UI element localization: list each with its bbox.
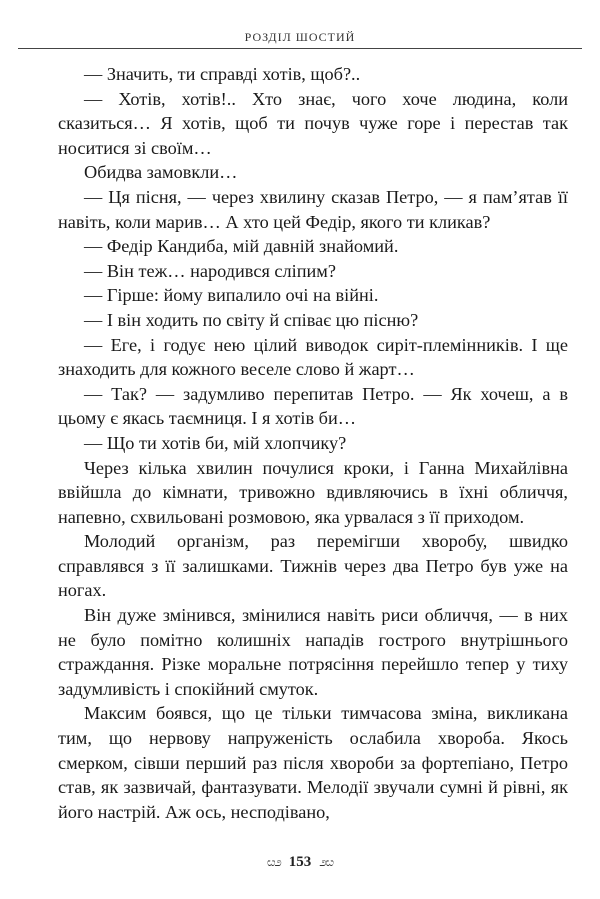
page-footer — [0, 850, 600, 874]
body-text — [58, 62, 568, 824]
page-number: 153 — [288, 853, 312, 870]
header-rule — [18, 48, 582, 49]
ornament-left-icon: ೞ೨ — [266, 854, 281, 870]
paragraph: Через кілька хвилин почулися кроки, і Ганна Михайлівна ввійшла до кімнати, тривожно вдивляючись в їхні обличчя, напевно, схвильовані розмовою, яка урвалася з її приходом. — [58, 457, 568, 527]
paragraph: — Хотів, хотів!.. Хто знає, чого хоче людина, коли сказиться… Я хотів, щоб ти почув чуже горе і перестав так носитися зі своїм… — [58, 88, 568, 158]
paragraph: — І він ходить по світу й співає цю пісню? — [84, 309, 419, 330]
paragraph: — Федір Кандиба, мій давній знайомий. — [84, 236, 399, 257]
running-header — [0, 0, 600, 55]
chapter-title: РОЗДІЛ ШОСТИЙ — [244, 30, 356, 44]
paragraph: — Еге, і годує нею цілий виводок сиріт-племінників. І ще знаходить для кожного веселе слово й жарт… — [58, 334, 568, 380]
paragraph: Максим боявся, що це тільки тимчасова зміна, викликана тим, що нервову напруженість ослабила хвороба. Якось смерком, сівши перший раз після хвороби за фортепіано, Петро став, як зазвичай, фантазувати. Мелодії звучали сумні й рівні, як його настрій. Аж ось, несподівано, — [58, 703, 568, 822]
paragraph: Молодий організм, раз перемігши хворобу, швидко справлявся з її залишками. Тижнів через два Петро був уже на ногах. — [58, 531, 568, 601]
paragraph: Він дуже змінився, змінилися навіть риси обличчя, — в них не було помітно колишніх нападів гострого внутрішнього страждання. Різке моральне потрясіння перейшло тепер у тиху задумливість і спокійний смуток. — [58, 605, 568, 699]
paragraph: — Що ти хотів би, мій хлопчику? — [84, 432, 347, 453]
paragraph: — Ця пісня, — через хвилину сказав Петро, — я пам’ятав її навіть, коли марив… А хто цей Федір, якого ти кликав? — [58, 186, 568, 232]
paragraph: — Значить, ти справді хотів, щоб?.. — [84, 64, 361, 84]
paragraph: — Гірше: йому випалило очі на війні. — [84, 285, 379, 306]
paragraph: Обидва замовкли… — [84, 162, 238, 183]
ornament-right-icon: ೨ೞ — [319, 854, 334, 870]
paragraph: — Він теж… народився сліпим? — [84, 260, 336, 281]
paragraph: — Так? — задумливо перепитав Петро. — Як хочеш, а в цьому є якась таємниця. І я хотів би… — [58, 383, 568, 429]
